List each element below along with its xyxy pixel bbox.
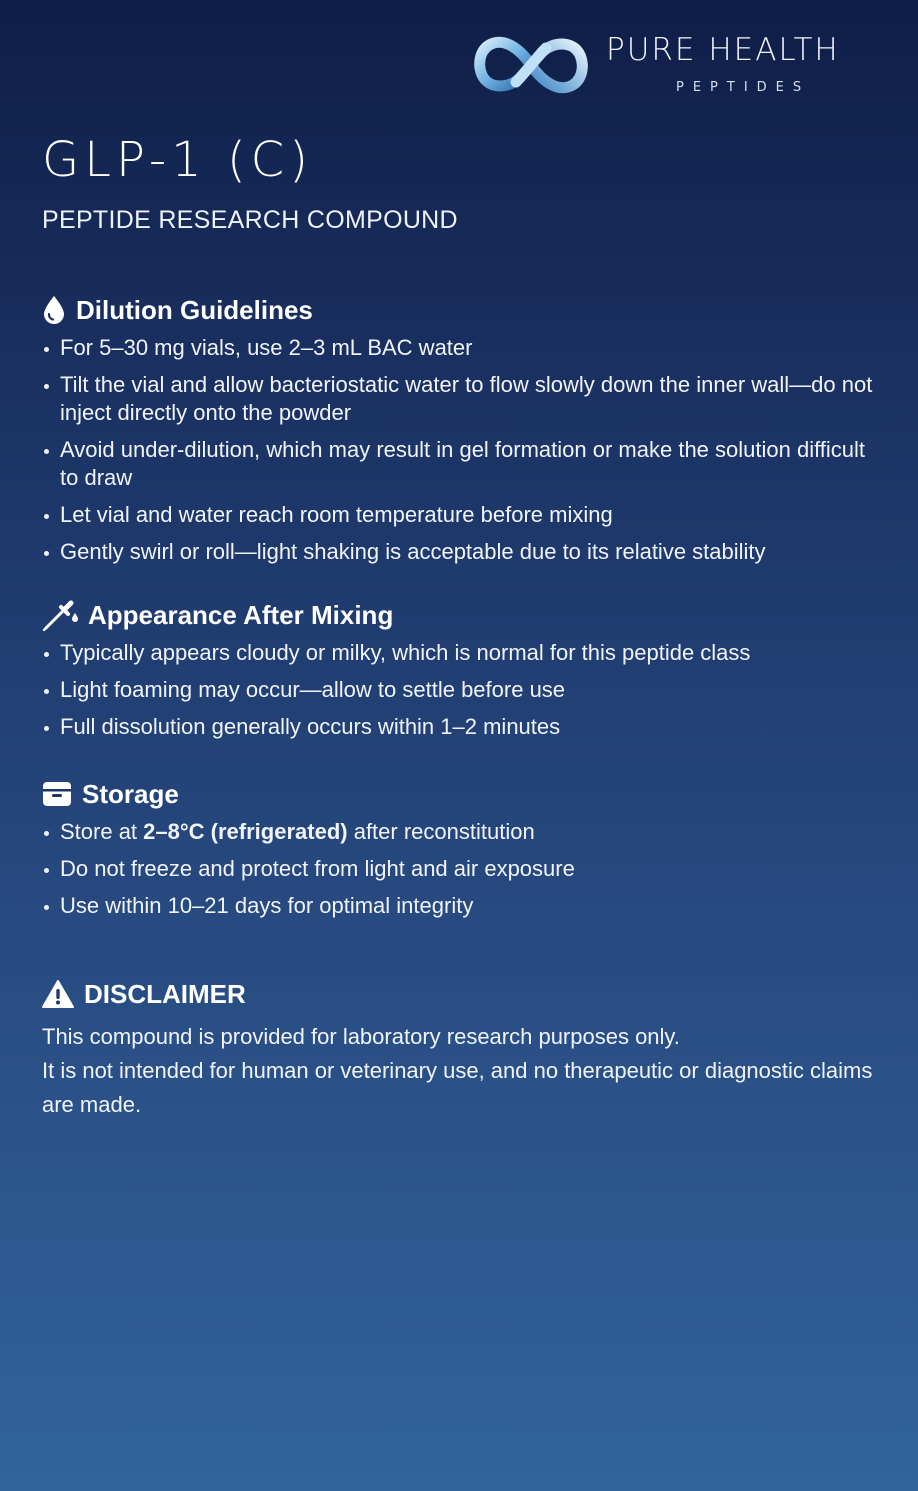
list-item: Full dissolution generally occurs within 1–2 minutes [42, 713, 882, 741]
page-subtitle: PEPTIDE RESEARCH COMPOUND [42, 206, 458, 234]
water-drop-icon [42, 295, 66, 325]
dilution-heading: Dilution Guidelines [76, 294, 313, 325]
disclaimer-line: This compound is provided for laboratory research purposes only. [42, 1024, 680, 1049]
disclaimer-heading: DISCLAIMER [84, 978, 246, 1009]
storage-section [42, 776, 882, 929]
appearance-list [42, 639, 882, 741]
disclaimer-line: It is not intended for human or veterinary use, and no therapeutic or diagnostic claims are made. [42, 1058, 873, 1117]
list-item: Light foaming may occur—allow to settle before use [42, 676, 882, 704]
storage-item-text: Store at [60, 819, 144, 844]
disclaimer-section [42, 976, 882, 1122]
disclaimer-text [42, 1020, 882, 1122]
dilution-header [42, 292, 882, 328]
list-item: Use within 10–21 days for optimal integrity [42, 892, 882, 920]
appearance-header [42, 597, 882, 633]
storage-temperature: 2–8°C (refrigerated) [143, 819, 348, 844]
list-item: Typically appears cloudy or milky, which is normal for this peptide class [42, 639, 882, 667]
dilution-list [42, 334, 882, 566]
brand-logo [472, 28, 882, 104]
brand-tagline: PEPTIDES [676, 80, 811, 95]
list-item: Gently swirl or roll—light shaking is acceptable due to its relative stability [42, 538, 882, 566]
warning-triangle-icon [42, 979, 74, 1009]
dilution-section [42, 292, 882, 575]
list-item: Let vial and water reach room temperature before mixing [42, 501, 882, 529]
storage-heading: Storage [82, 778, 179, 809]
list-item: Avoid under-dilution, which may result in gel formation or make the solution difficult to draw [42, 436, 882, 492]
list-item: Do not freeze and protect from light and air exposure [42, 855, 882, 883]
list-item: For 5–30 mg vials, use 2–3 mL BAC water [42, 334, 882, 362]
appearance-section [42, 597, 882, 750]
infinity-logo-icon [472, 30, 590, 100]
brand-name: PURE HEALTH [606, 32, 840, 68]
list-item [42, 818, 882, 846]
storage-item-text: after reconstitution [347, 819, 535, 844]
pipette-icon [42, 599, 78, 631]
list-item: Tilt the vial and allow bacteriostatic water to flow slowly down the inner wall—do not inject directly onto the powder [42, 371, 882, 427]
appearance-heading: Appearance After Mixing [88, 599, 394, 630]
storage-list [42, 818, 882, 920]
storage-header [42, 776, 882, 812]
disclaimer-header [42, 976, 882, 1012]
page-title: GLP-1 (C) [42, 132, 313, 188]
storage-box-icon [42, 780, 72, 808]
